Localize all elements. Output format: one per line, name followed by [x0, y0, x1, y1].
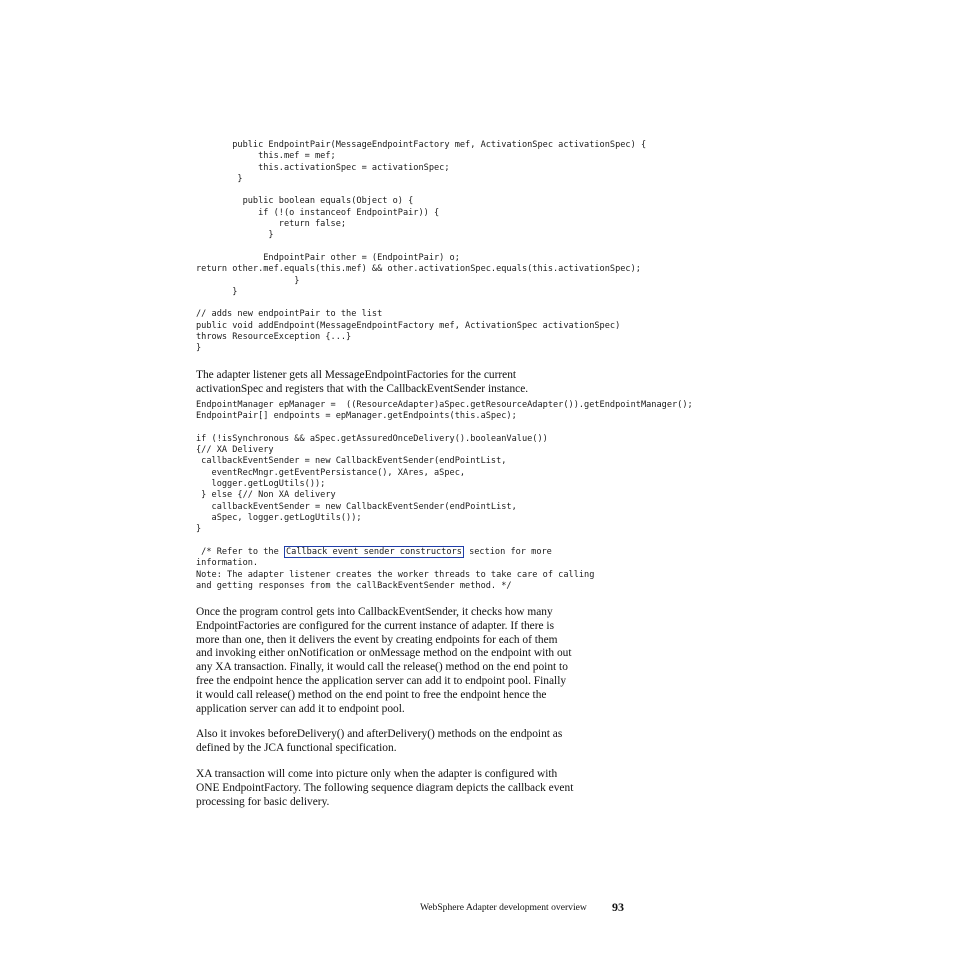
code-block-endpoint-pair: public EndpointPair(MessageEndpointFactory mef, ActivationSpec activationSpec) { this.mef = mef; this.activationSpec = activationSpec; } public boolean equals(Object o) { if (!(o instanceof EndpointPair)) { return false; } EndpointPair other = (EndpointPair) o; return other.mef.equals(this.mef) && other.activationSpec.equals(this.activationSpec); } } // adds new endpointPair to the list public void addEndpoint(MessageEndpointFactory mef, ActivationSpec activationSpec) throws ResourceException {...} }	[196, 140, 647, 354]
text-line: Once the program control gets into CallbackEventSender, it checks how many	[196, 606, 553, 618]
text-line: processing for basic delivery.	[196, 795, 330, 808]
text-line: application server can add it to endpoint pool.	[196, 702, 405, 715]
text-line: EndpointFactories are configured for the current instance of adapter. If there is	[196, 619, 555, 632]
text-line: more than one, then it delivers the event by creating endpoints for each of them	[196, 633, 558, 646]
page-number: 93	[612, 900, 624, 914]
code-block-endpoint-manager: EndpointManager epManager = ((ResourceAdapter)aSpec.getResourceAdapter()).getEndpointManager(); EndpointPair[] endpoints = epManager.getEndpoints(this.aSpec); if (!isSynchronous && aSpec.getAssuredOnceDelivery().booleanValue()) {// XA Delivery callbackEventSender = new CallbackEventSender(endPointList, eventRecMngr.getEventPersistance(), XAres, aSpec, logger.getLogUtils()); } else {// Non XA delivery callbackEventSender = new CallbackEventSender(endPointList, aSpec, logger.getLogUtils()); }	[196, 400, 693, 535]
text-line: activationSpec and registers that with the CallbackEventSender instance.	[196, 382, 529, 395]
text-line: Also it invokes beforeDelivery() and afterDelivery() methods on the endpoint as	[196, 728, 563, 740]
paragraph-callback-event-sender	[196, 606, 636, 716]
text-line: defined by the JCA functional specification.	[196, 741, 397, 754]
text-line: XA transaction will come into picture only when the adapter is configured with	[196, 768, 558, 780]
text-line: it would call release() method on the end point to free the endpoint hence the	[196, 688, 547, 701]
paragraph-xa-transaction	[196, 768, 636, 809]
text-line: and invoking either onNotification or onMessage method on the endpoint with out	[196, 647, 572, 660]
paragraph-listener-intro	[196, 369, 636, 397]
callback-event-sender-constructors-link[interactable]: Callback event sender constructors	[285, 547, 462, 557]
text-line: The adapter listener gets all MessageEndpointFactories for the current	[196, 369, 517, 381]
text-line: ONE EndpointFactory. The following sequence diagram depicts the callback event	[196, 781, 574, 794]
text-line: any XA transaction. Finally, it would call the release() method on the end point to	[196, 661, 568, 674]
paragraph-delivery-methods	[196, 728, 636, 756]
footer-title: WebSphere Adapter development overview	[420, 902, 587, 913]
code-comment-block: /* Refer to the Callback event sender constructors section for more information. Note: The adapter listener creates the worker threads to take care of calling and getting responses from the callBackEventSender method. */	[196, 547, 595, 591]
text-line: free the endpoint hence the application server can add it to endpoint pool. Finally	[196, 674, 567, 687]
